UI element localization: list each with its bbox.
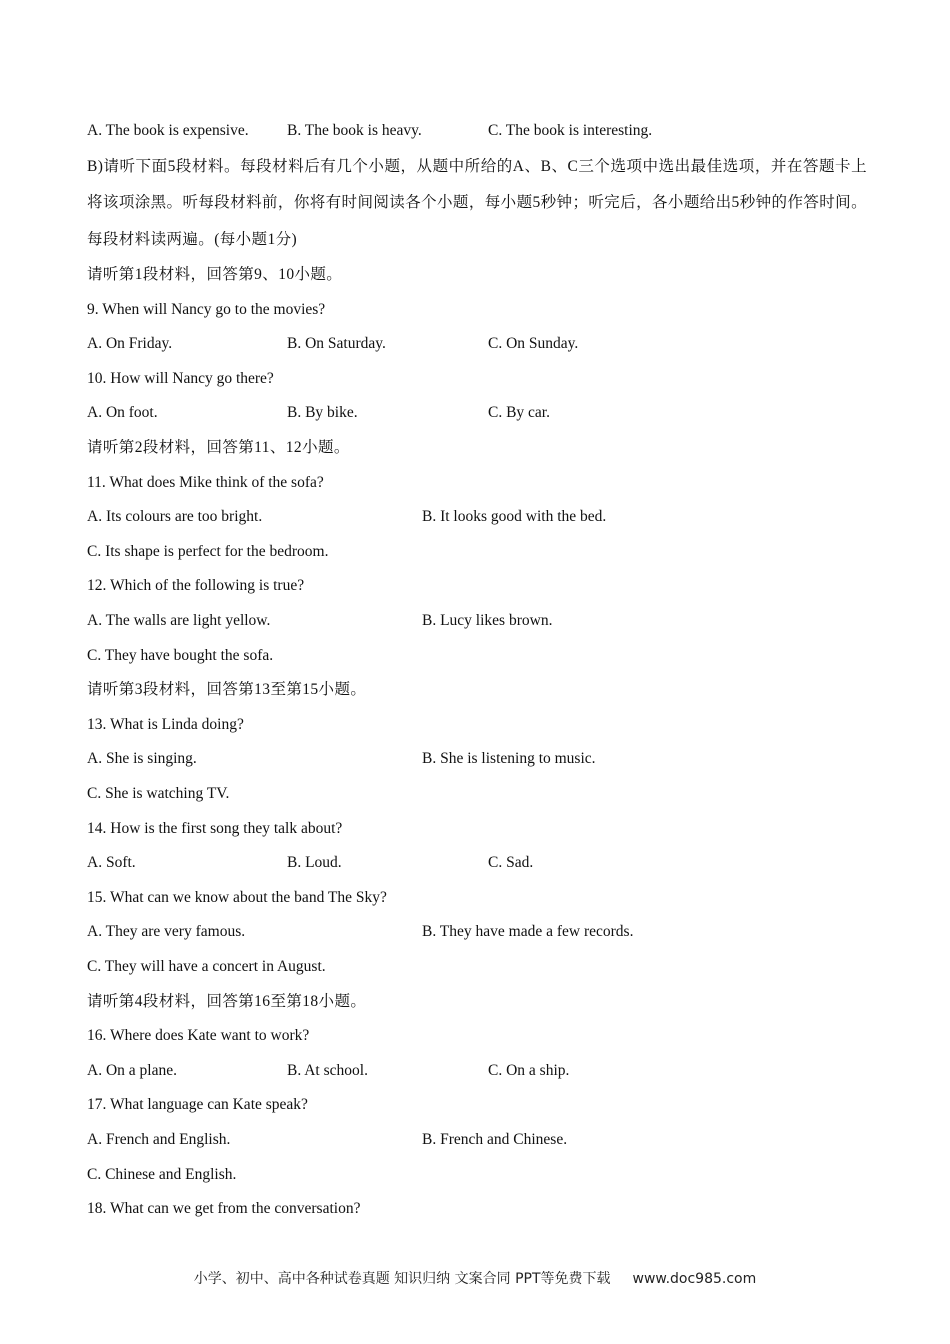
question-10-options	[87, 396, 867, 431]
question-17-options-row1	[87, 1123, 867, 1158]
q8-option-a: A. The book is expensive.	[87, 122, 249, 139]
footer-site-link[interactable]: www.doc985.com	[632, 1271, 757, 1287]
material-2-heading: 请听第2段材料，回答第11、12小题。	[87, 439, 350, 457]
question-13-options-row2	[87, 777, 867, 812]
question-17-stem: 17. What language can Kate speak?	[87, 1096, 308, 1114]
question-15-options-row2	[87, 950, 867, 985]
q16-option-c: C. On a ship.	[488, 1061, 570, 1079]
q11-option-a: A. Its colours are too bright.	[87, 508, 263, 526]
q11-option-b: B. It looks good with the bed.	[422, 508, 607, 526]
question-11-options-row2	[87, 535, 867, 570]
material-1-heading: 请听第1段材料，回答第9、10小题。	[87, 266, 343, 284]
q14-option-b: B. Loud.	[287, 854, 342, 872]
footer-text: 小学、初中、高中各种试卷真题 知识归纳 文案合同 PPT等免费下载	[193, 1271, 611, 1287]
question-14-options	[87, 846, 867, 881]
q8-option-b: B. The book is heavy.	[287, 122, 422, 139]
question-15-stem: 15. What can we know about the band The Sky?	[87, 888, 387, 906]
question-15-options-row1	[87, 915, 867, 950]
question-12-stem: 12. Which of the following is true?	[87, 577, 305, 595]
material-3-heading: 请听第3段材料，回答第13至第15小题。	[87, 681, 367, 699]
q17-option-c: C. Chinese and English.	[87, 1165, 237, 1183]
q9-option-b: B. On Saturday.	[287, 335, 386, 353]
q13-option-b: B. She is listening to music.	[422, 750, 596, 768]
question-9-options	[87, 327, 867, 362]
q12-option-b: B. Lucy likes brown.	[422, 612, 553, 630]
q10-option-c: C. By car.	[488, 404, 550, 422]
question-9-stem: 9. When will Nancy go to the movies?	[87, 300, 326, 318]
question-14-stem: 14. How is the first song they talk about?	[87, 819, 343, 837]
q10-option-a: A. On foot.	[87, 404, 158, 422]
q17-option-a: A. French and English.	[87, 1130, 231, 1148]
question-12-options-row2	[87, 639, 867, 674]
q12-option-a: A. The walls are light yellow.	[87, 612, 271, 630]
question-10-stem: 10. How will Nancy go there?	[87, 369, 274, 387]
question-11-options-row1	[87, 500, 867, 535]
q13-option-a: A. She is singing.	[87, 750, 197, 768]
q15-option-c: C. They will have a concert in August.	[87, 957, 326, 975]
q9-option-c: C. On Sunday.	[488, 335, 579, 353]
question-11-stem: 11. What does Mike think of the sofa?	[87, 473, 324, 491]
question-12-options-row1	[87, 604, 867, 639]
q10-option-b: B. By bike.	[287, 404, 358, 422]
question-13-options-row1	[87, 742, 867, 777]
q15-option-a: A. They are very famous.	[87, 923, 246, 941]
q11-option-c: C. Its shape is perfect for the bedroom.	[87, 542, 329, 560]
q15-option-b: B. They have made a few records.	[422, 923, 634, 941]
question-13-stem: 13. What is Linda doing?	[87, 715, 244, 733]
question-8-options	[87, 114, 867, 149]
page-content	[87, 114, 867, 1227]
question-18-stem: 18. What can we get from the conversation?	[87, 1200, 361, 1218]
section-b-instruction: B)请听下面5段材料。每段材料后有几个小题，从题中所给的A、B、C三个选项中选出最佳选项，并在答题卡上将该项涂黑。听每段材料前，你将有时间阅读各个小题，每小题5秒钟；听完后，各小题给出5秒钟的作答时间。每段材料读两遍。(每小题1分)	[87, 157, 867, 248]
q9-option-a: A. On Friday.	[87, 335, 173, 353]
page-footer	[0, 1268, 950, 1288]
q8-option-c: C. The book is interesting.	[488, 122, 653, 139]
question-16-options	[87, 1054, 867, 1089]
q16-option-a: A. On a plane.	[87, 1061, 177, 1079]
q14-option-a: A. Soft.	[87, 854, 136, 872]
q17-option-b: B. French and Chinese.	[422, 1130, 568, 1148]
q13-option-c: C. She is watching TV.	[87, 785, 230, 802]
question-16-stem: 16. Where does Kate want to work?	[87, 1027, 310, 1045]
q14-option-c: C. Sad.	[488, 854, 534, 872]
q12-option-c: C. They have bought the sofa.	[87, 646, 274, 664]
question-17-options-row2	[87, 1158, 867, 1193]
q16-option-b: B. At school.	[287, 1061, 368, 1079]
material-4-heading: 请听第4段材料，回答第16至第18小题。	[87, 992, 367, 1010]
